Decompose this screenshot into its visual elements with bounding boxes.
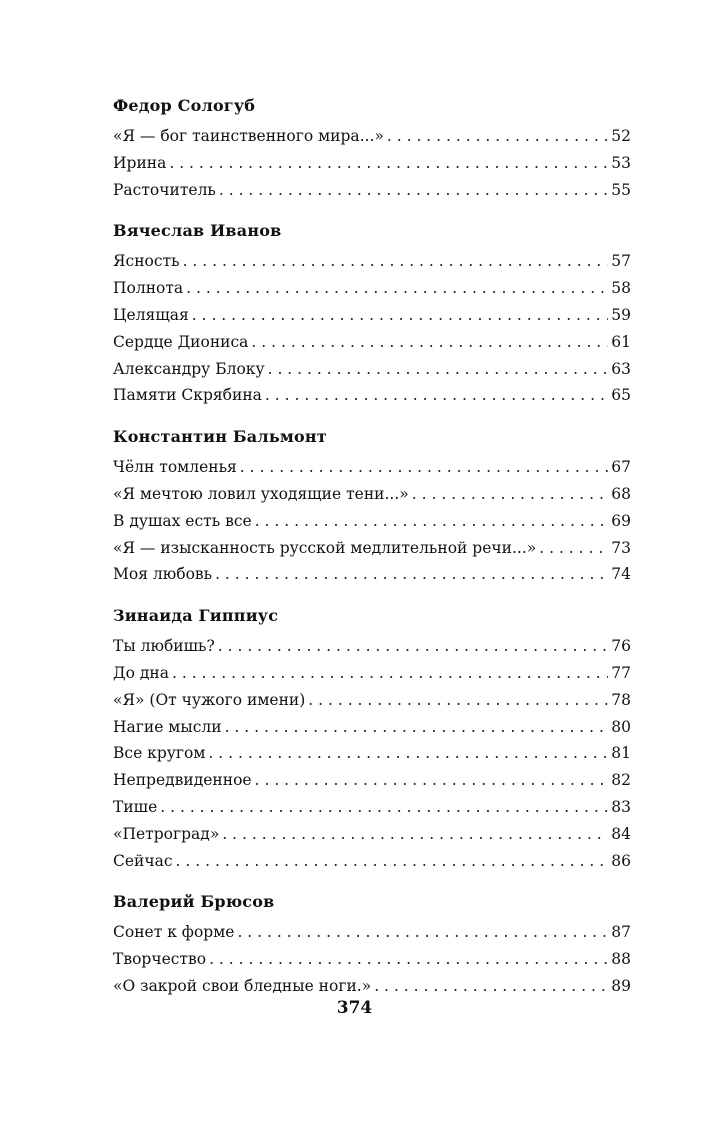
entry-title: «Петроград» xyxy=(113,824,220,843)
entry-page-number: 78 xyxy=(611,690,631,709)
page-number: 374 xyxy=(336,998,373,1018)
entry-title: «Я мечтою ловил уходящие тени...» xyxy=(113,484,409,503)
toc-entry xyxy=(113,561,631,588)
dot-leader xyxy=(265,382,608,408)
entry-title: Сердце Диониса xyxy=(113,332,249,351)
toc-entry xyxy=(113,535,631,562)
entry-title: Сонет к форме xyxy=(113,923,235,942)
entry-title: Моя любовь xyxy=(113,565,213,584)
entry-page-number: 73 xyxy=(611,538,631,557)
entry-title: «Я — изысканность русской медлительной речи...» xyxy=(113,538,537,557)
toc-entry xyxy=(113,508,631,535)
author-heading: Вячеслав Иванов xyxy=(113,221,282,241)
entry-page-number: 83 xyxy=(611,797,631,816)
toc-entry xyxy=(113,356,631,383)
toc-entry xyxy=(113,150,631,177)
dot-leader xyxy=(215,561,608,587)
dot-leader xyxy=(240,454,608,480)
entry-page-number: 58 xyxy=(611,279,631,298)
dot-leader xyxy=(176,848,609,874)
dot-leader xyxy=(255,767,609,793)
entry-title: Ты любишь? xyxy=(113,637,215,656)
entry-title: До дна xyxy=(113,663,169,682)
dot-leader xyxy=(251,329,608,355)
dot-leader xyxy=(255,508,609,534)
entry-title: Ирина xyxy=(113,153,167,172)
dot-leader xyxy=(218,633,609,659)
dot-leader xyxy=(539,535,608,561)
entry-page-number: 88 xyxy=(611,950,631,969)
dot-leader xyxy=(387,123,608,149)
toc-entry xyxy=(113,767,631,794)
toc-entry xyxy=(113,740,631,767)
toc-entry xyxy=(113,714,631,741)
entry-page-number: 68 xyxy=(611,484,631,503)
author-heading: Зинаида Гиппиус xyxy=(113,606,279,626)
entry-page-number: 65 xyxy=(611,386,631,405)
entry-page-number: 52 xyxy=(611,127,631,145)
entry-title: Полнота xyxy=(113,279,184,298)
dot-leader xyxy=(172,660,608,686)
dot-leader xyxy=(374,973,608,999)
dot-leader xyxy=(219,177,608,203)
entry-page-number: 61 xyxy=(611,332,631,351)
entry-page-number: 82 xyxy=(611,771,631,790)
toc-entry xyxy=(113,821,631,848)
toc-section-bryusov xyxy=(113,892,631,999)
toc-section-balmont xyxy=(113,427,631,588)
entry-title: Ясность xyxy=(113,252,180,271)
entry-title: Целящая xyxy=(113,305,189,324)
author-heading: Константин Бальмонт xyxy=(113,427,327,447)
toc-entry xyxy=(113,973,631,1000)
entry-title: Непредвиденное xyxy=(113,771,252,790)
toc-entry xyxy=(113,329,631,356)
entry-page-number: 76 xyxy=(611,637,631,656)
entry-title: В душах есть все xyxy=(113,511,252,530)
toc-entry xyxy=(113,177,631,204)
dot-leader xyxy=(225,714,609,740)
entry-title: «Я — бог таинственного мира...» xyxy=(113,127,384,145)
dot-leader xyxy=(186,275,608,301)
entry-page-number: 80 xyxy=(611,717,631,736)
entry-page-number: 81 xyxy=(611,744,631,763)
entry-title: Все кругом xyxy=(113,744,206,763)
entry-page-number: 57 xyxy=(611,252,631,271)
dot-leader xyxy=(160,794,608,820)
entry-page-number: 67 xyxy=(611,458,631,477)
entry-page-number: 59 xyxy=(611,305,631,324)
author-heading: Валерий Брюсов xyxy=(113,892,275,912)
author-heading: Федор Сологуб xyxy=(113,96,256,115)
entry-title: Расточитель xyxy=(113,180,216,199)
dot-leader xyxy=(169,150,608,176)
toc-section-sologub xyxy=(113,96,631,203)
toc-section-gippius xyxy=(113,606,631,874)
entry-page-number: 84 xyxy=(611,824,631,843)
entry-page-number: 55 xyxy=(611,180,631,199)
toc-entry xyxy=(113,382,631,409)
dot-leader xyxy=(412,481,608,507)
entry-title: Памяти Скрябина xyxy=(113,386,262,405)
toc-entry xyxy=(113,687,631,714)
toc-entry xyxy=(113,123,631,150)
entry-page-number: 53 xyxy=(611,153,631,172)
entry-page-number: 63 xyxy=(611,359,631,378)
dot-leader xyxy=(268,356,609,382)
entry-title: Тише xyxy=(113,797,158,816)
toc-entry xyxy=(113,302,631,329)
entry-page-number: 77 xyxy=(611,663,631,682)
entry-page-number: 87 xyxy=(611,923,631,942)
toc-entry xyxy=(113,848,631,875)
toc-entry xyxy=(113,481,631,508)
entry-title: Нагие мысли xyxy=(113,717,222,736)
dot-leader xyxy=(192,302,609,328)
entry-page-number: 86 xyxy=(611,851,631,870)
dot-leader xyxy=(183,248,609,274)
dot-leader xyxy=(237,919,608,945)
toc-entry xyxy=(113,660,631,687)
toc-entry xyxy=(113,919,631,946)
dot-leader xyxy=(222,821,608,847)
entry-page-number: 69 xyxy=(611,511,631,530)
entry-title: Чёлн томленья xyxy=(113,458,237,477)
entry-title: Сейчас xyxy=(113,851,173,870)
toc-entry xyxy=(113,946,631,973)
table-of-contents xyxy=(113,96,631,1000)
toc-entry xyxy=(113,248,631,275)
toc-entry xyxy=(113,454,631,481)
toc-entry xyxy=(113,275,631,302)
entry-page-number: 89 xyxy=(611,976,631,995)
dot-leader xyxy=(209,946,608,972)
toc-entry xyxy=(113,633,631,660)
entry-page-number: 74 xyxy=(611,565,631,584)
toc-section-ivanov xyxy=(113,221,631,409)
entry-title: «О закрой свои бледные ноги.» xyxy=(113,976,372,995)
entry-title: Александру Блоку xyxy=(113,359,265,378)
dot-leader xyxy=(208,740,608,766)
entry-title: Творчество xyxy=(113,950,207,969)
entry-title: «Я» (От чужого имени) xyxy=(113,690,306,709)
toc-entry xyxy=(113,794,631,821)
dot-leader xyxy=(308,687,608,713)
